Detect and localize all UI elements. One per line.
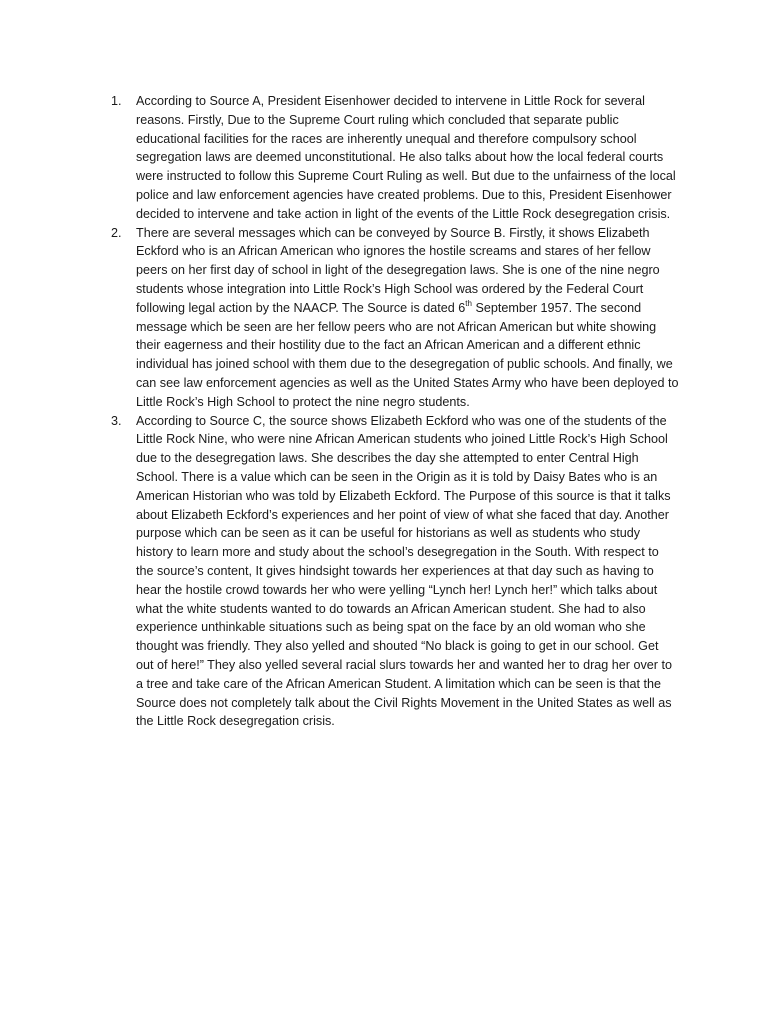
answer-text-part: There are several messages which can be conveyed by Source B. Firstly, it shows Elizabeth Eckford who is an African American who ignores the hostile screams and stares of her fellow peers on her first day of school in light of the desegregation laws. She is one of the nine negro students whose integration into Little Rock’s High School was ordered by the Federal Court following legal action by the NAACP. The Source is dated 6 <box>136 225 660 315</box>
answer-text <box>136 224 679 412</box>
answer-list <box>111 92 679 731</box>
list-number: 1. <box>111 94 122 108</box>
list-item-3 <box>111 412 679 732</box>
answer-text: According to Source C, the source shows Elizabeth Eckford who was one of the students of the Little Rock Nine, who were nine African American students who joined Little Rock’s High School due to the desegregation laws. She describes the day she attempted to enter Central High School. There is a value which can be seen in the Origin as it is told by Daisy Bates who is an American Historian who was told by Elizabeth Eckford. The Purpose of this source is that it talks about Elizabeth Eckford’s experiences and her point of view of what she faced that day. Another purpose which can be seen as it can be useful for historians as well as students who study history to learn more and study about the school’s desegregation in the South. With respect to the source’s content, It gives hindsight towards her experiences at that day such as having to hear the hostile crowd towards her who were yelling “Lynch her! Lynch her!” which talks about what the white students wanted to do towards an African American student. She had to also experience unthinkable situations such as being spat on the face by an old woman who she thought was friendly. They also yelled and shouted “No black is going to get in our school. Get out of here!” They also yelled several racial slurs towards her and wanted her to drag her over to a tree and take care of the African American Student. A limitation which can be seen is that the Source does not completely talk about the Civil Rights Movement in the United States as well as the Little Rock desegregation crisis. <box>136 413 672 729</box>
list-number: 2. <box>111 225 122 240</box>
list-item-2 <box>111 224 679 412</box>
ordinal-superscript: th <box>465 298 472 308</box>
answer-text: According to Source A, President Eisenhower decided to intervene in Little Rock for several reasons. Firstly, Due to the Supreme Court ruling which concluded that separate public educational facilities for the races are inherently unequal and therefore compulsory school segregation laws are deemed unconstitutional. He also talks about how the local federal courts were instructed to follow this Supreme Court Ruling as well. But due to the unfairness of the local police and law enforcement agencies have created problems. Due to this, President Eisenhower decided to intervene and take action in light of the events of the Little Rock desegregation crisis. <box>136 94 676 221</box>
list-item-1 <box>111 92 679 224</box>
answer-text-part: September 1957. The second message which be seen are her fellow peers who are not African American but white showing their eagerness and their hostility due to the fact an African American and a different ethnic individual has joined school with them due to the desegregation of public schools. And finally, we can see law enforcement agencies as well as the United States Army who have been deployed to Little Rock’s High School to protect the nine negro students. <box>136 300 679 409</box>
list-number: 3. <box>111 413 122 428</box>
